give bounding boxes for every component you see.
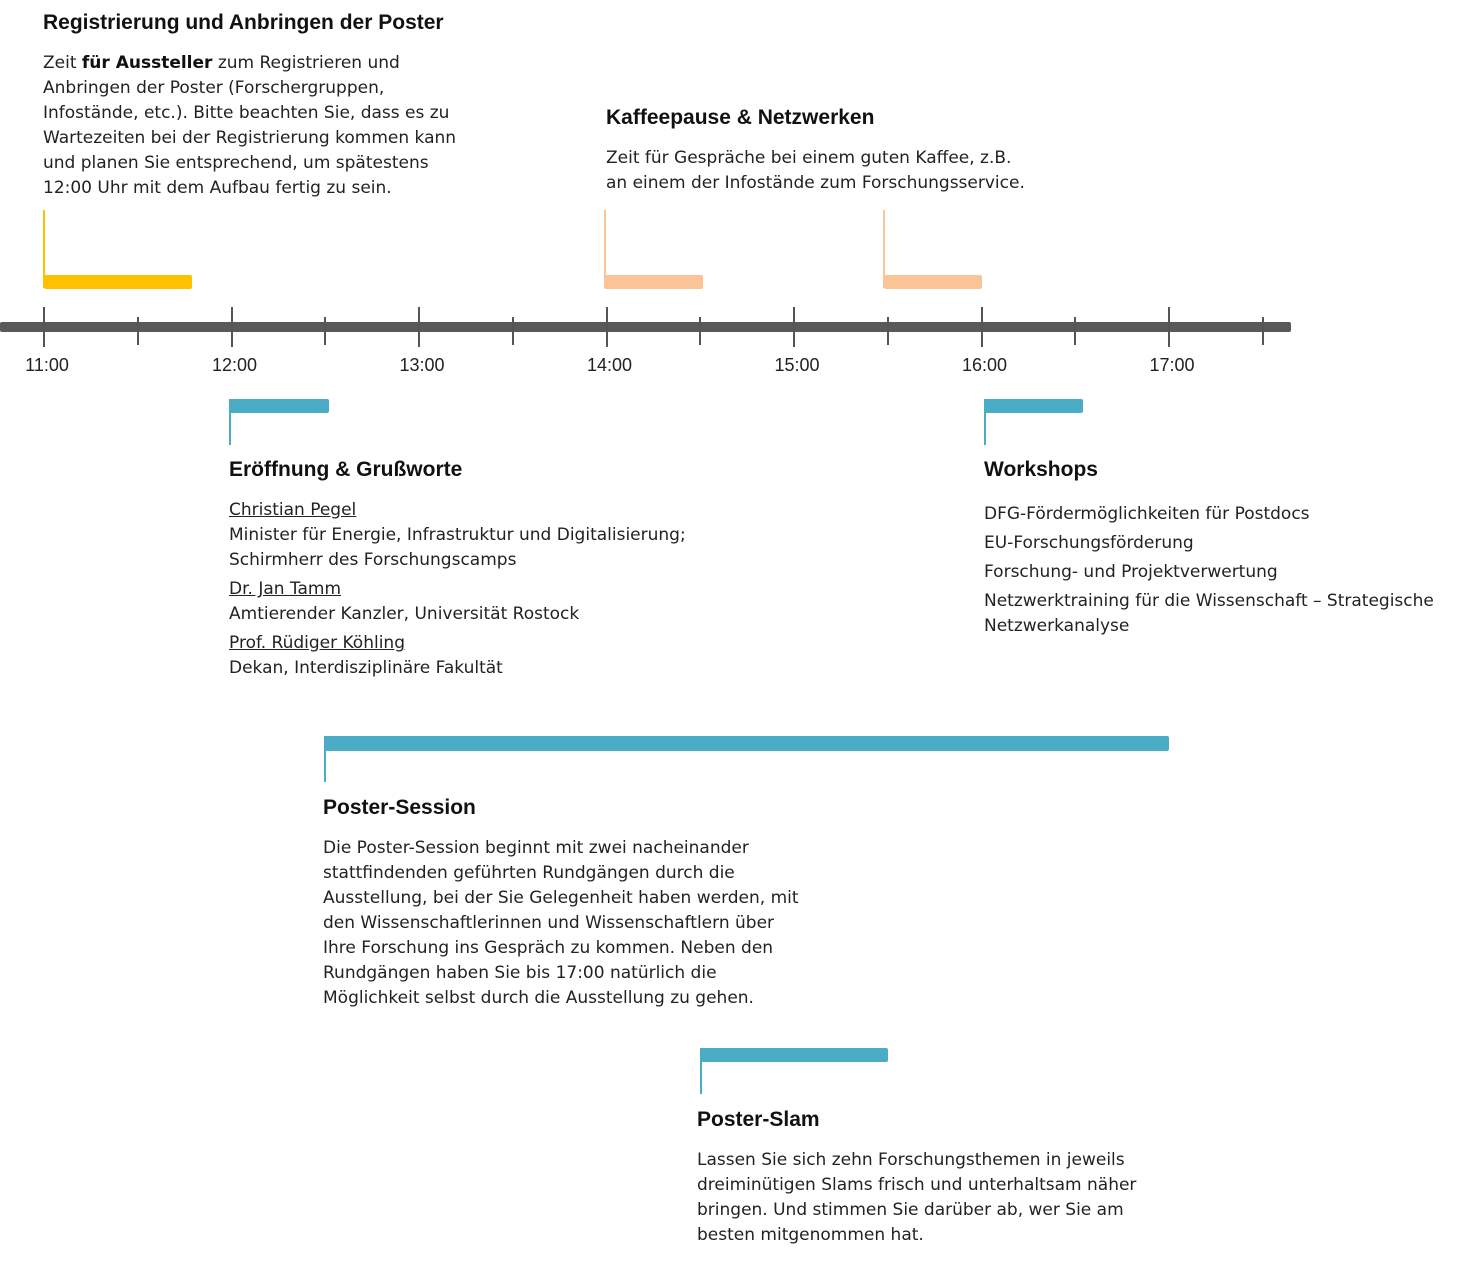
tick-label: 14:00	[586, 355, 633, 375]
opening-bar	[229, 399, 329, 413]
minor-tick	[512, 317, 514, 345]
tick-label: 15:00	[774, 355, 820, 375]
poster-slam-connector	[700, 1048, 702, 1094]
poster-session-bar	[325, 736, 1169, 751]
tick-label: 11:00	[25, 355, 69, 375]
coffee-text	[606, 146, 1046, 196]
poster-session-title: Poster-Session	[323, 796, 476, 819]
poster-slam-bar	[701, 1048, 888, 1062]
workshop-item: DFG-Fördermöglichkeiten für Postdocs	[984, 504, 1310, 524]
coffee-text-line-2: an einem der Infostände zum Forschungsservice.	[606, 173, 1025, 193]
poster-slam-text: Lassen Sie sich zehn Forschungsthemen in jeweils dreiminütigen Slams frisch und unterhaltsam näher bringen. Und stimmen Sie darüber ab, wer Sie am besten mitgenommen hat.	[697, 1150, 1137, 1245]
opening-title: Eröffnung & Grußworte	[229, 458, 463, 481]
minor-tick	[699, 317, 701, 345]
major-tick	[418, 307, 420, 347]
minor-tick	[137, 317, 139, 345]
speaker-role: Amtierender Kanzler, Universität Rostock	[229, 604, 580, 624]
coffee-bar-1	[604, 275, 703, 289]
major-tick	[793, 307, 795, 347]
tick-label: 13:00	[399, 355, 445, 375]
speaker-name: Prof. Rüdiger Köhling	[229, 633, 405, 653]
timeline-axis	[0, 322, 1291, 332]
speaker-role: Minister für Energie, Infrastruktur und Digitalisierung;	[229, 525, 686, 545]
registration-title: Registrierung und Anbringen der Poster	[43, 11, 444, 34]
minor-tick	[1074, 317, 1076, 345]
major-tick	[1168, 307, 1170, 347]
workshops-bar	[984, 399, 1083, 413]
speaker-name: Christian Pegel	[229, 500, 357, 520]
major-tick	[606, 307, 608, 347]
coffee-title: Kaffeepause & Netzwerken	[606, 106, 875, 129]
workshops-connector	[984, 399, 986, 445]
workshops-title: Workshops	[984, 458, 1098, 481]
poster-slam-title: Poster-Slam	[697, 1108, 820, 1131]
workshops-list	[984, 502, 1449, 643]
poster-session-text: Die Poster-Session beginnt mit zwei nacheinander stattfindenden geführten Rundgängen durch die Ausstellung, bei der Sie Gelegenheit haben werden, mit den Wissenschaftlerinnen und Wissenschaftlern über Ihre Forschung ins Gespräch zu kommen. Neben den Rundgängen haben Sie bis 17:00 natürlich die Möglichkeit selbst durch die Ausstellung zu gehen.	[323, 838, 799, 1008]
registration-text	[43, 51, 463, 201]
tick-label: 16:00	[961, 355, 1008, 375]
major-tick	[981, 307, 983, 347]
registration-text-suffix: zum Registrieren und Anbringen der Poster (Forschergruppen, Infostände, etc.). Bitte beachten Sie, dass es zu Wartezeiten bei der Registrierung kommen kann und planen Sie entsprechend, um spätestens 12:00 Uhr mit dem Aufbau fertig zu sein.	[43, 53, 457, 198]
minor-tick	[324, 317, 326, 345]
registration-text-bold: für Aussteller	[81, 53, 213, 73]
speaker-name: Dr. Jan Tamm	[229, 579, 342, 599]
opening-speakers	[229, 498, 749, 681]
coffee-text-line-1: Zeit für Gespräche bei einem guten Kaffee, z.B.	[606, 148, 1012, 168]
workshop-item: Netzwerktraining für die Wissenschaft – Strategische Netzwerkanalyse	[984, 591, 1434, 636]
coffee-bar-2	[884, 275, 982, 289]
tick-label: 12:00	[211, 355, 258, 375]
registration-bar	[44, 275, 192, 289]
poster-session-connector	[324, 736, 326, 782]
registration-text-prefix: Zeit	[43, 53, 82, 73]
minor-tick	[887, 317, 889, 345]
major-tick	[43, 307, 45, 347]
minor-tick	[1262, 317, 1264, 345]
major-tick	[231, 307, 233, 347]
workshop-item: Forschung- und Projektverwertung	[984, 562, 1278, 582]
opening-connector	[229, 399, 231, 445]
speaker-role: Dekan, Interdisziplinäre Fakultät	[229, 658, 503, 678]
workshop-item: EU-Forschungsförderung	[984, 533, 1194, 553]
tick-label: 17:00	[1149, 355, 1195, 375]
speaker-role: Schirmherr des Forschungscamps	[229, 550, 517, 570]
